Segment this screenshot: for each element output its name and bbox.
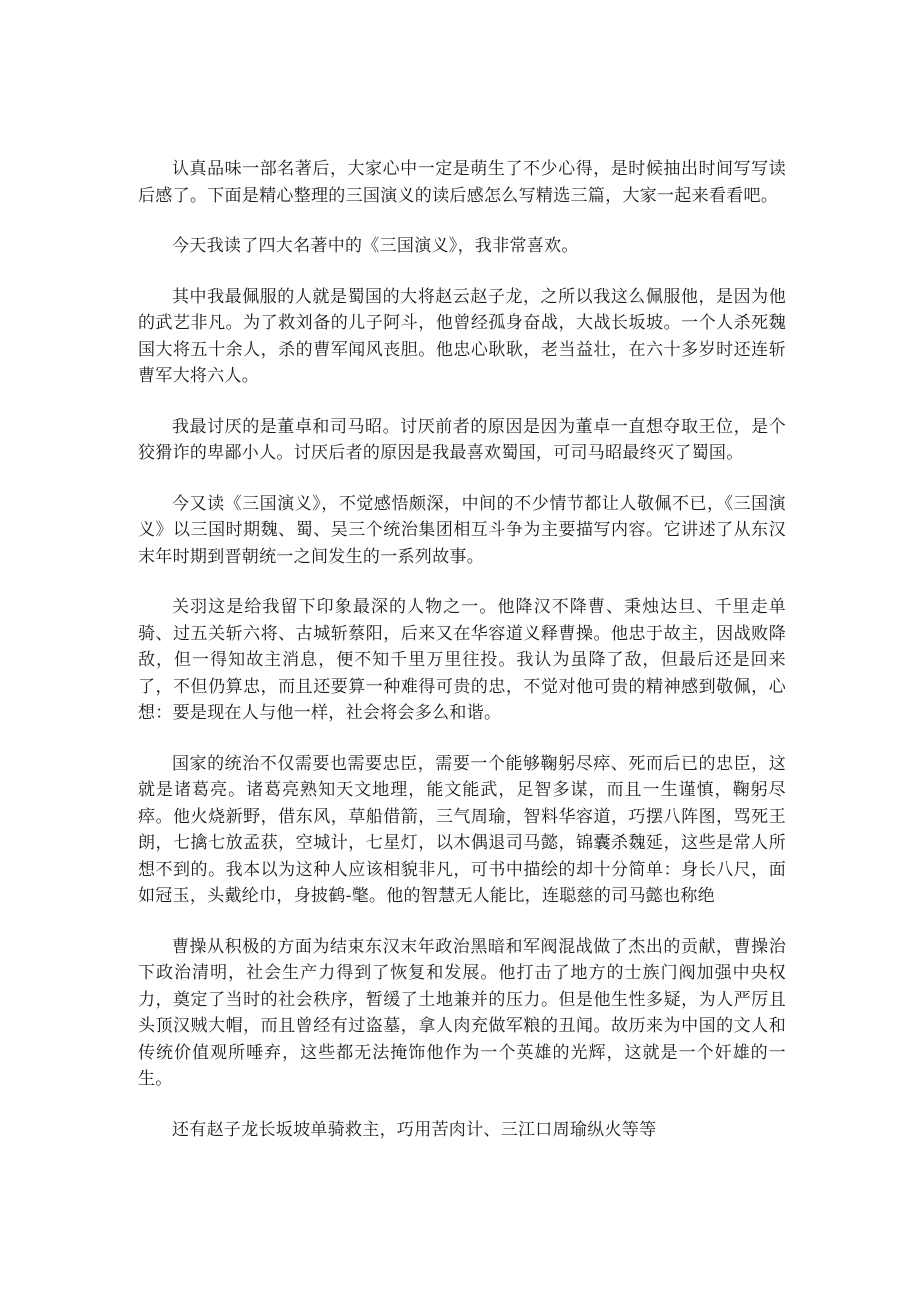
paragraph-9: 还有赵子龙长坂坡单骑救主，巧用苦肉计、三江口周瑜纵火等等	[172, 1119, 657, 1140]
paragraph-intro: 认真品味一部名著后，大家心中一定是萌生了不少心得，是时候抽出时间写写读后感了。下面是精心整理的三国演义的读后感怎么写精选三篇，大家一起来看看吧。	[138, 159, 786, 206]
paragraph-6: 关羽这是给我留下印象最深的人物之一。他降汉不降曹、秉烛达旦、千里走单骑、过五关斩六将、古城斩蔡阳，后来又在华容道义释曹操。他忠于故主，因战败降敌，但一得知故主消息，便不知千里万里往投。我认为虽降了敌，但最后还是回来了，不但仍算忠，而且还要算一种难得可贵的忠，不觉对他可贵的精神感到敬佩，心想：要是现在人与他一样，社会将会多么和谐。	[138, 597, 786, 723]
paragraph-4: 我最讨厌的是董卓和司马昭。讨厌前者的原因是因为董卓一直想夺取王位，是个狡猾诈的卑鄙小人。讨厌后者的原因是我最喜欢蜀国，可司马昭最终灭了蜀国。	[138, 416, 786, 463]
paragraph-8: 曹操从积极的方面为结束东汉末年政治黑暗和军阀混战做了杰出的贡献，曹操治下政治清明，社会生产力得到了恢复和发展。他打击了地方的士族门阀加强中央权力，奠定了当时的社会秩序，暂缓了土地兼并的压力。但是他生性多疑，为人严厉且头顶汉贼大帽，而且曾经有过盗墓，拿人肉充做军粮的丑闻。故历来为中国的文人和传统价值观所唾弃，这些都无法掩饰他作为一个英雄的光辉，这就是一个奸雄的一生。	[138, 936, 786, 1089]
paragraph-2: 今天我读了四大名著中的《三国演义》，我非常喜欢。	[172, 236, 579, 256]
paragraph-5: 今又读《三国演义》，不觉感悟颇深，中间的不少情节都让人敬佩不已，《三国演义》以三国时期魏、蜀、吴三个统治集团相互斗争为主要描写内容。它讲述了从东汉末年时期到晋朝统一之间发生的一系列故事。	[138, 493, 786, 567]
paragraph-3: 其中我最佩服的人就是蜀国的大将赵云赵子龙，之所以我这么佩服他，是因为他的武艺非凡。为了救刘备的儿子阿斗，他曾经孤身奋战，大战长坂坡。一个人杀死魏国大将五十余人，杀的曹军闻风丧胆。他忠心耿耿，老当益壮，在六十多岁时还连斩曹军大将六人。	[138, 286, 786, 386]
paragraph-7: 国家的统治不仅需要也需要忠臣，需要一个能够鞠躬尽瘁、死而后已的忠臣，这就是诸葛亮。诸葛亮熟知天文地理，能文能武，足智多谋，而且一生谨慎，鞠躬尽瘁。他火烧新野，借东风，草船借箭，三气周瑜，智料华容道，巧摆八阵图，骂死王朗，七擒七放孟获，空城计，七星灯，以木偶退司马懿，锦囊杀魏延，这些是常人所想不到的。我本以为这种人应该相貌非凡，可书中描绘的却十分简单：身长八尺，面如冠玉，头戴纶巾，身披鹤-氅。他的智慧无人能比，连聪慈的司马懿也称绝	[138, 753, 786, 906]
document-body	[138, 156, 786, 1167]
